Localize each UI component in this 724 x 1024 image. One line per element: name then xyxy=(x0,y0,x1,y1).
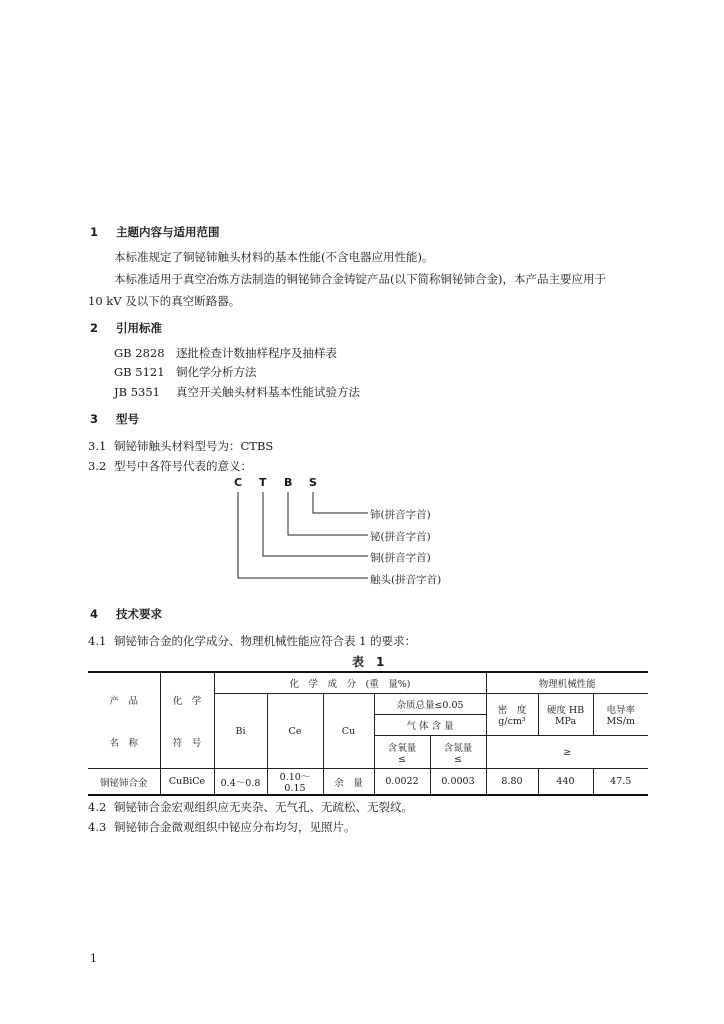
table-caption: 表 1 xyxy=(352,655,385,669)
cell-density: 8.80 xyxy=(486,769,538,796)
s1-paragraph-2: 本标准适用于真空冶炼方法制造的铜铋铈合金铸锭产品(以下简称铜铋铈合金)，本产品主要应用于 xyxy=(114,272,606,286)
reference-item: GB 5121 铜化学分析方法 xyxy=(114,365,257,379)
header-ce: Ce xyxy=(267,694,323,769)
s1-paragraph-3: 10 kV 及以下的真空断路器。 xyxy=(88,294,241,308)
header-o2: 含氧量 ≤ xyxy=(374,736,430,769)
cell-name: 铜铋铈合金 xyxy=(88,769,160,796)
s1-paragraph-1: 本标准规定了铜铋铈触头材料的基本性能(不含电器应用性能)。 xyxy=(114,250,434,264)
reference-item: JB 5351 真空开关触头材料基本性能试验方法 xyxy=(114,385,360,399)
model-letter: B xyxy=(284,476,293,489)
s41-line: 4.1 铜铋铈合金的化学成分、物理机械性能应符合表 1 的要求： xyxy=(88,634,417,648)
cell-bi: 0.4～0.8 xyxy=(214,769,267,796)
header-ge: ≥ xyxy=(486,736,648,769)
model-letter: S xyxy=(309,476,317,489)
s43-line: 4.3 铜铋铈合金微观组织中铋应分布均匀，见照片。 xyxy=(88,820,356,834)
header-impurity: 杂质总量≤0.05 xyxy=(374,694,486,715)
model-letter: C xyxy=(234,476,243,489)
header-composition: 化 学 成 分 (重 量%) xyxy=(214,672,486,694)
cell-ce: 0.10～0.15 xyxy=(267,769,323,796)
header-physical: 物理机械性能 xyxy=(486,672,648,694)
s31-line: 3.1 铜铋铈触头材料型号为：CTBS xyxy=(88,439,274,453)
header-density: 密 度 g/cm³ xyxy=(486,694,538,736)
cell-n2: 0.0003 xyxy=(430,769,486,796)
cell-cu: 余 量 xyxy=(323,769,374,796)
reference-item: GB 2828 逐批检查计数抽样程序及抽样表 xyxy=(114,346,337,360)
model-label: 铈(拼音字首) xyxy=(370,509,431,521)
s42-line: 4.2 铜铋铈合金宏观组织应无夹杂、无气孔、无疏松、无裂纹。 xyxy=(88,800,413,814)
cell-o2: 0.0022 xyxy=(374,769,430,796)
header-cu: Cu xyxy=(323,694,374,769)
header-product: 产 品 名 称 xyxy=(88,672,160,769)
spec-table xyxy=(88,671,648,796)
table-row xyxy=(88,769,648,796)
header-conductivity: 电导率 MS/m xyxy=(593,694,648,736)
section-4-heading: 4 技术要求 xyxy=(90,607,162,621)
header-chem-symbol: 化 学 符 号 xyxy=(160,672,214,769)
cell-symbol: CuBiCe xyxy=(160,769,214,796)
section-3-heading: 3 型号 xyxy=(90,412,139,426)
header-hardness: 硬度 HB MPa xyxy=(538,694,593,736)
cell-hardness: 440 xyxy=(538,769,593,796)
cell-conductivity: 47.5 xyxy=(593,769,648,796)
header-gas: 气 体 含 量 xyxy=(374,715,486,736)
header-bi: Bi xyxy=(214,694,267,769)
model-label: 铋(拼音字首) xyxy=(370,531,431,543)
s32-line: 3.2 型号中各符号代表的意义： xyxy=(88,459,252,473)
header-n2: 含氮量 ≤ xyxy=(430,736,486,769)
section-2-heading: 2 引用标准 xyxy=(90,321,162,335)
model-label: 触头(拼音字首) xyxy=(370,574,442,586)
footer-mark: 1 xyxy=(90,952,97,965)
model-letter: T xyxy=(259,476,267,489)
model-label: 铜(拼音字首) xyxy=(370,552,431,564)
section-1-heading: 1 主题内容与适用范围 xyxy=(90,225,220,239)
